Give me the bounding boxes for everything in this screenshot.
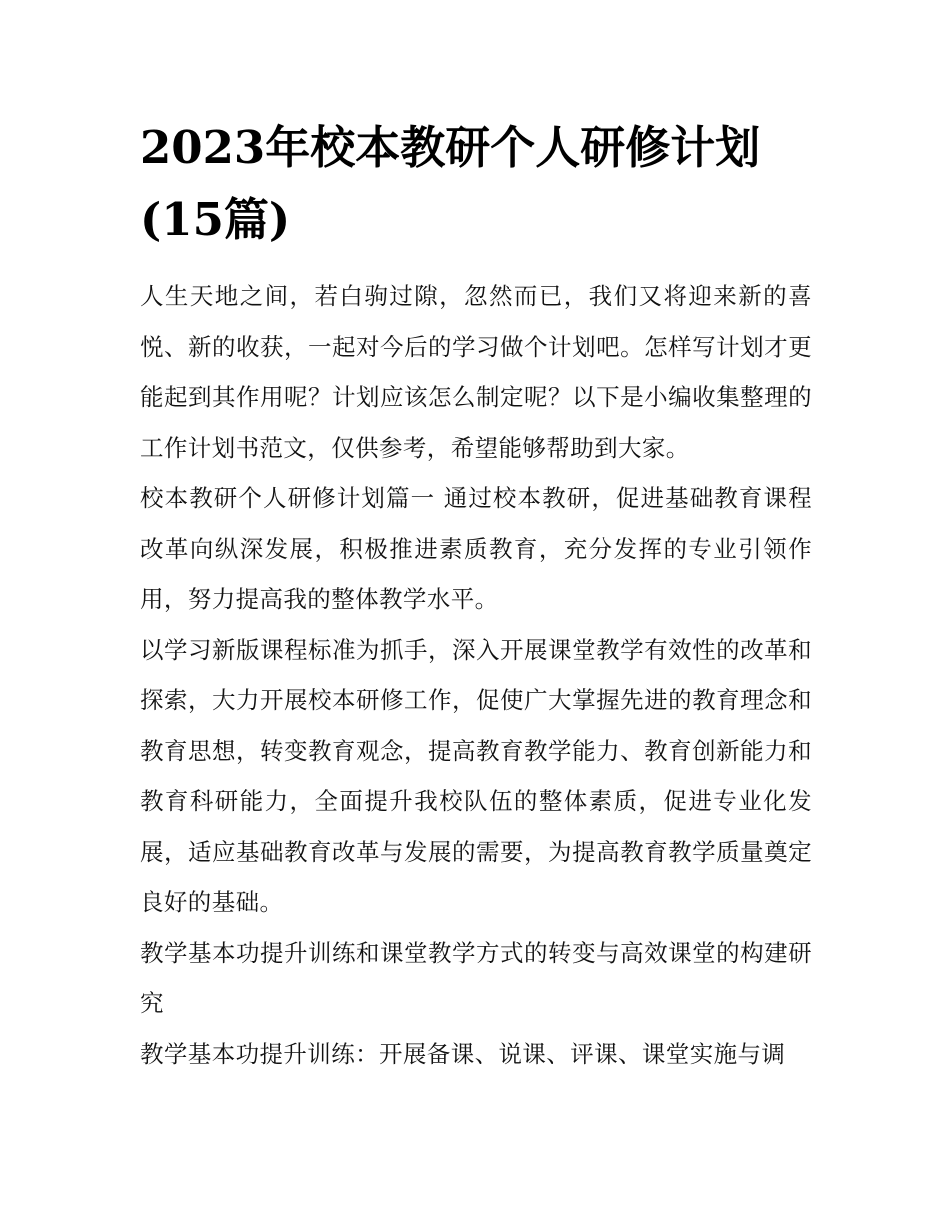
training-paragraph: 教学基本功提升训练：开展备课、说课、评课、课堂实施与调 <box>140 1039 786 1068</box>
intro-paragraph: 人生天地之间，若白驹过隙，忽然而已，我们又将迎来新的喜悦、新的收获，一起对今后的学习做个计划吧。怎样写计划才更能起到其作用呢？计划应该怎么制定呢？以下是小编收集整理的工作计划书范文，仅供参考，希望能够帮助到大家。 <box>140 282 812 462</box>
curriculum-paragraph: 以学习新版课程标准为抓手，深入开展课堂教学有效性的改革和探索，大力开展校本研修工作，促使广大掌握先进的教育理念和教育思想，转变教育观念，提高教育教学能力、教育创新能力和教育科研能力，全面提升我校队伍的整体素质，促进专业化发展，适应基础教育改革与发展的需要，为提高教育教学质量奠定良好的基础。 <box>140 635 812 916</box>
document-title: 2023年校本教研个人研修计划(15篇) <box>140 121 761 246</box>
section-one-paragraph: 校本教研个人研修计划篇一 通过校本教研，促进基础教育课程改革向纵深发展，积极推进素质教育，充分发挥的专业引领作用，努力提高我的整体教学水平。 <box>140 484 812 613</box>
research-topic-paragraph: 教学基本功提升训练和课堂教学方式的转变与高效课堂的构建研究 <box>140 938 812 1017</box>
document-page <box>140 112 812 1079</box>
